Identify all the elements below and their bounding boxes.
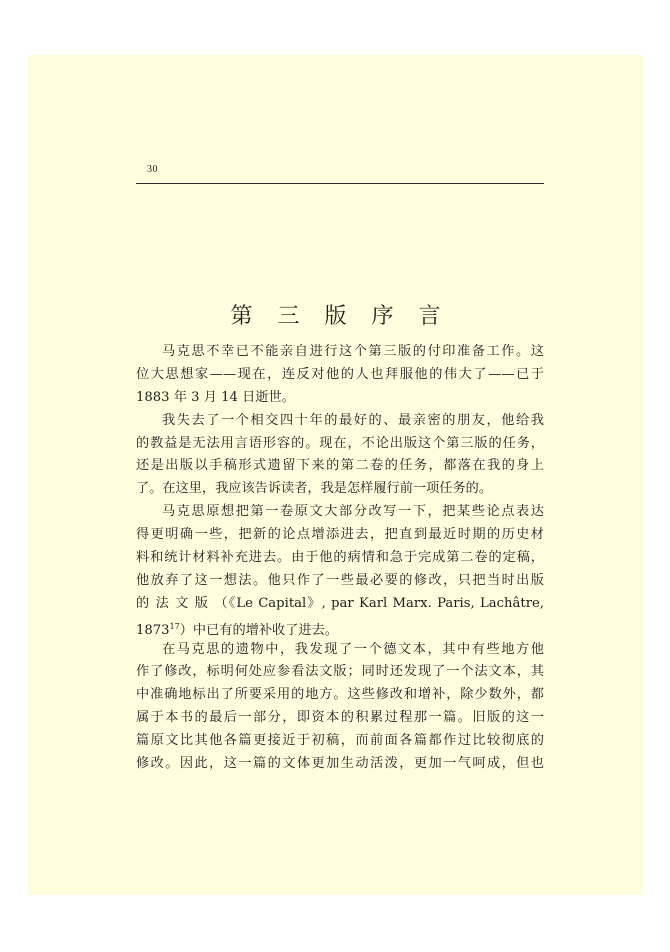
year-text: 1873 [136,622,170,638]
chapter-title: 第 三 版 序 言 [230,304,450,329]
body-text [136,341,544,776]
paragraph-line: 了。在这里，我应该告诉读者，我是怎样履行前一项任务的。 [136,481,493,497]
paragraph-line: 中准确地标出了所要采用的地方。这些修改和增补，除少数外，都 [136,687,544,703]
paragraph-line: 属于本书的最后一部分，即资本的积累过程那一篇。旧版的这一 [136,710,544,726]
page-number: 30 [147,164,158,175]
header-rule [136,183,544,184]
paragraph-line: 马克思原想把第一卷原文大部分改写一下，把某些论点表达 [162,504,544,520]
paragraph-line: 的 法 文 版 （《Le Capital》, par Karl Marx. Paris, Lachâtre, [136,595,544,611]
paragraph-line: 篇原文比其他各篇更接近于初稿，而前面各篇都作过比较彻底的 [136,733,544,749]
paragraph-line: 马克思不幸已不能亲自进行这个第三版的付印准备工作。这 [162,344,544,359]
paragraph-line: 得更明确一些，把新的论点增添进去，把直到最近时期的历史材 [136,527,544,543]
paragraph-line-with-footnote [136,616,544,639]
paragraph-line: 1883 年 3 月 14 日逝世。 [136,389,295,405]
paragraph-line: 的教益是无法用言语形容的。现在，不论出版这个第三版的任务， [136,435,544,451]
paragraph-line: 料和统计材料补充进去。由于他的病情和急于完成第二卷的定稿， [136,550,544,566]
footnote-marker[interactable]: 17 [169,621,180,631]
paragraph-line: 位大思想家——现在，连反对他的人也拜服他的伟大了——已于 [136,366,544,382]
paragraph-line: 修改。因此，这一篇的文体更加生动活泼，更加一气呵成，但也 [136,756,544,772]
paragraph-line: 作了修改，标明何处应参看法文版；同时还发现了一个法文本，其 [136,664,544,680]
paragraph-line: 我失去了一个相交四十年的最好的、最亲密的朋友，他给我 [162,412,544,428]
paragraph-line: 他放弃了这一想法。他只作了一些最必要的修改，只把当时出版 [136,572,544,588]
paragraph-line: 在马克思的遗物中，我发现了一个德文本，其中有些地方他 [162,641,544,657]
paragraph-line: 还是出版以手稿形式遗留下来的第二卷的任务，都落在我的身上 [136,458,544,474]
line-suffix: ）中已有的增补收了进去。 [179,622,338,638]
